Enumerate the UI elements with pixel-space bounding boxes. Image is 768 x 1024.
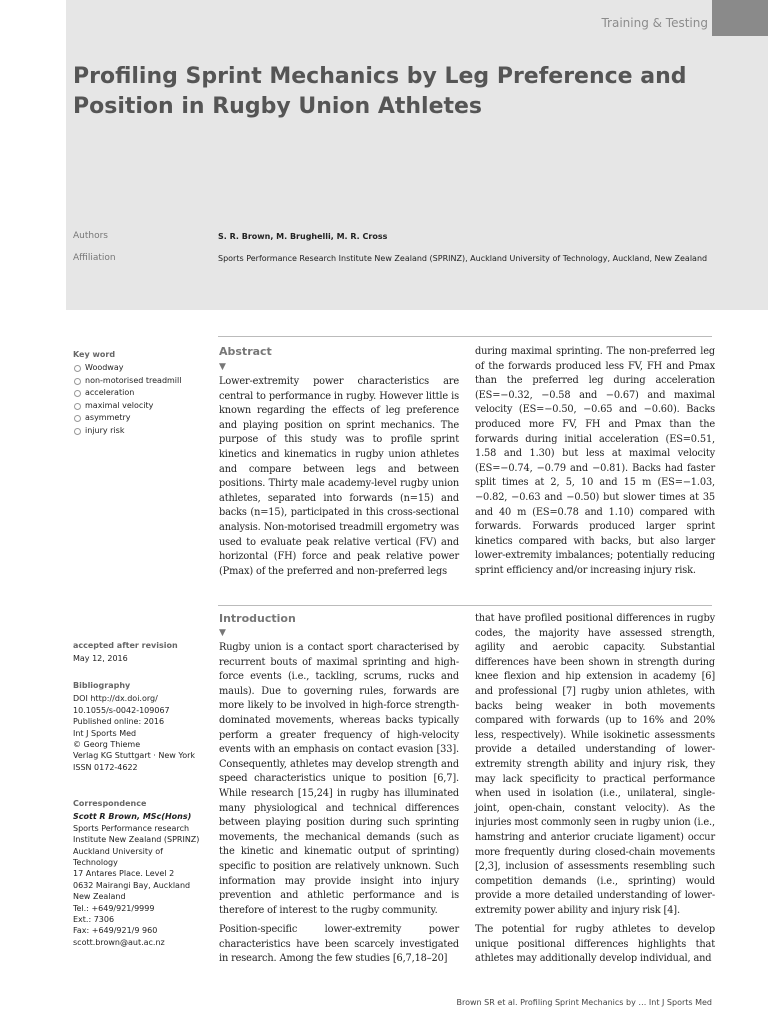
- keyword-item: injury risk: [73, 425, 213, 438]
- bib-line: Int J Sports Med: [73, 728, 137, 738]
- header-band: [66, 0, 768, 310]
- keyword-item: maximal velocity: [73, 400, 213, 413]
- abstract-marker: ▼: [219, 362, 226, 372]
- correspondence-line: Ext.: 7306: [73, 915, 115, 925]
- keywords-block: [73, 349, 213, 437]
- introduction-column-1-paragraph-2: Position-specific lower-extremity power characteristics have been scarcely investigated in research. Among the few studies [6,7,18–20]: [219, 924, 459, 965]
- introduction-rule: [218, 605, 712, 606]
- keyword-item: acceleration: [73, 387, 213, 400]
- email-link[interactable]: scott.brown@aut.ac.nz: [73, 937, 165, 947]
- introduction-column-1: Rugby union is a contact sport characterised by recurrent bouts of maximal sprinting and high-force events (i.e., tackling, scrums, rucks and mauls). Due to governing rules, forwards are more likely to be involved in high-force strength-dominated movements, whereas backs typically perform a greater frequency of high-velocity events with an emphasis on contact evasion [33]. Consequently, athletes may develop strength and speed characteristics unique to position [6,7]. While research [15,24] in rugby has illuminated many physiological and technical differences between playing position during such sprinting movements, the mechanical demands (such as the kinetic and kinematic output of sprinting) specific to position are relatively unknown. Such information may provide insight into injury prevention and athletic performance and is therefore of interest to the rugby community.: [219, 642, 459, 916]
- correspondence-heading: Correspondence: [73, 799, 147, 808]
- keyword-item: Woodway: [73, 362, 213, 375]
- correspondence-line: Technology: [73, 858, 118, 868]
- bibliography-heading: Bibliography: [73, 681, 131, 690]
- correspondence-line: New Zealand: [73, 892, 126, 902]
- introduction-column-2: that have profiled positional differences in rugby codes, the majority have assessed strength, agility and aerobic capacity. Substantial differences have been shown in strength during knee flexion and hip extension in academy [6] and professional [7] rugby union athletes, with backs being weaker in both movements compared with forwards (up to 16% and 20% less, respectively). While isokinetic assessments provide a detailed understanding of lower-extremity strength ability and injury risk, they may lack specificity to practical performance when used in isolation (i.e., unilateral, single-joint, open-chain, constant velocity). As the injuries most commonly seen in rugby union (i.e., hamstring and anterior cruciate ligament) occur more frequently during closed-chain movements [2,3], inclusion of assessments resembling such competition demands (i.e., sprinting) would provide a more detailed understanding of lower-extremity power ability and injury risk [4].: [475, 613, 715, 916]
- bib-line: Verlag KG Stuttgart · New York: [73, 751, 196, 761]
- abstract-heading: Abstract: [219, 345, 272, 358]
- keywords-heading: Key word: [73, 350, 116, 359]
- affiliation: Sports Performance Research Institute New Zealand (SPRINZ), Auckland University of Technology, Auckland, New Zealand: [218, 254, 708, 263]
- bib-line: DOI http://dx.doi.org/: [73, 694, 158, 704]
- correspondence-line: Fax: +649/921/9 960: [73, 926, 158, 936]
- authors-label: Authors: [73, 231, 108, 241]
- bibliography-block: [73, 680, 213, 773]
- correspondence-line: Auckland University of: [73, 846, 163, 856]
- abstract-rule: [218, 336, 712, 337]
- correspondence-line: Sports Performance research: [73, 823, 190, 833]
- accepted-heading: accepted after revision: [73, 641, 178, 650]
- running-head: Brown SR et al. Profiling Sprint Mechanics by … Int J Sports Med: [456, 998, 712, 1007]
- affiliation-label: Affiliation: [73, 253, 116, 263]
- accepted-date: May 12, 2016: [73, 654, 128, 664]
- keyword-item: asymmetry: [73, 412, 213, 425]
- correspondence-block: [73, 798, 213, 948]
- correspondence-line: Tel.: +649/921/9999: [73, 903, 155, 913]
- keyword-item: non-motorised treadmill: [73, 375, 213, 388]
- bib-line: 10.1055/s-0042-109067: [73, 705, 170, 715]
- introduction-column-2-paragraph-2: The potential for rugby athletes to develop unique positional differences highlights that athletes may additionally develop individual, and: [475, 924, 715, 965]
- authors: S. R. Brown, M. Brughelli, M. R. Cross: [218, 232, 388, 241]
- abstract-column-2: during maximal sprinting. The non-preferred leg of the forwards produced less FV, FH and Pmax than the preferred leg during acceleration (ES=−0.32, −0.58 and −0.67) and maximal velocity (ES=−0.50, −0.65 and −0.60). Backs produced more FV, FH and Pmax than the forwards during initial acceleration (ES=0.51, 1.58 and 1.30) but less at maximal velocity (ES=−0.74, −0.79 and −0.81). Backs had faster split times at 2, 5, 10 and 15 m (ES=−1.03, −0.82, −0.63 and −0.50) but slower times at 35 and 40 m (ES=0.78 and 1.10) compared with forwards. Forwards produced larger sprint kinetics compared with backs, but also larger lower-extremity imbalances; potentially reducing sprint efficiency and/or increasing injury risk.: [475, 346, 715, 576]
- accepted-block: [73, 640, 213, 665]
- abstract-column-1: Lower-extremity power characteristics are central to performance in rugby. However little is known regarding the effects of leg preference and playing position on sprint mechanics. The purpose of this study was to profile sprint kinetics and kinematics in rugby union athletes and compare between legs and between positions. Thirty male academy-level rugby union athletes, separated into forwards (n=15) and backs (n=15), participated in this cross-sectional analysis. Non-motorised treadmill ergometry was used to evaluate peak relative vertical (FV) and horizontal (FH) force and peak relative power (Pmax) of the preferred and non-preferred legs: [219, 376, 459, 577]
- correspondence-line: 0632 Mairangi Bay, Auckland: [73, 880, 191, 890]
- article-title: Profiling Sprint Mechanics by Leg Preference and Position in Rugby Union Athletes: [73, 64, 687, 119]
- correspondence-line: 17 Antares Place. Level 2: [73, 869, 175, 879]
- section-label: Training & Testing: [601, 16, 708, 30]
- bib-line: © Georg Thieme: [73, 740, 141, 750]
- bib-line: Published online: 2016: [73, 717, 165, 727]
- bib-line: ISSN 0172-4622: [73, 762, 138, 772]
- introduction-heading: Introduction: [219, 612, 296, 625]
- introduction-marker: ▼: [219, 628, 226, 638]
- section-tab-box: [712, 0, 768, 36]
- correspondence-line: Institute New Zealand (SPRINZ): [73, 835, 200, 845]
- keyword-list: [73, 362, 213, 437]
- correspondence-name: Scott R Brown, MSc(Hons): [73, 812, 192, 822]
